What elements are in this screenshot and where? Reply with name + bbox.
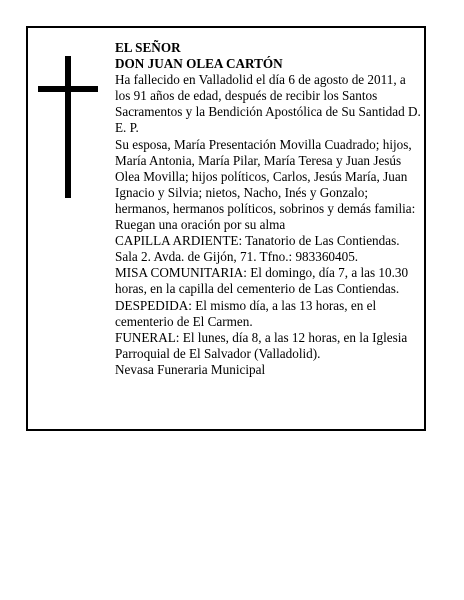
obituary-notice [26,26,426,431]
deceased-name: DON JUAN OLEA CARTÓN [115,56,283,72]
cross-icon [38,56,98,198]
death-announcement: Ha fallecido en Valladolid el día 6 de agosto de 2011, a los 91 años de edad, después de recibir los Santos Sacramentos y la Bendición Apostólica de Su Santidad D. E. P. [115,72,421,136]
cross-vertical-bar [65,56,71,198]
family-list: Su esposa, María Presentación Movilla Cuadrado; hijos, María Antonia, María Pilar, María Teresa y Juan Jesús Olea Movilla; hijos políticos, Carlos, Jesús María, Juan Ignacio y Silvia; nietos, Nacho, Inés y Gonzalo; hermanos, hermanos políticos, sobrinos y demás familia: [115,136,416,216]
prayer-request: Ruegan una oración por su alma [115,217,286,233]
despedida: DESPEDIDA: El mismo día, a las 13 horas, en el cementerio de El Carmen. [115,297,377,329]
obituary-text [115,40,423,378]
capilla-ardiente: CAPILLA ARDIENTE: Tanatorio de Las Contiendas. Sala 2. Avda. de Gijón, 71. Tfno.: 983360405. [115,233,400,265]
cross-horizontal-bar [38,86,98,92]
misa-comunitaria: MISA COMUNITARIA: El domingo, día 7, a las 10.30 horas, en la capilla del cementerio de Las Contiendas. [115,265,409,297]
funeral-home: Nevasa Funeraria Municipal [115,361,266,377]
heading-title: EL SEÑOR [115,40,181,55]
funeral: FUNERAL: El lunes, día 8, a las 12 horas, en la Iglesia Parroquial de El Salvador (Valladolid). [115,329,408,361]
